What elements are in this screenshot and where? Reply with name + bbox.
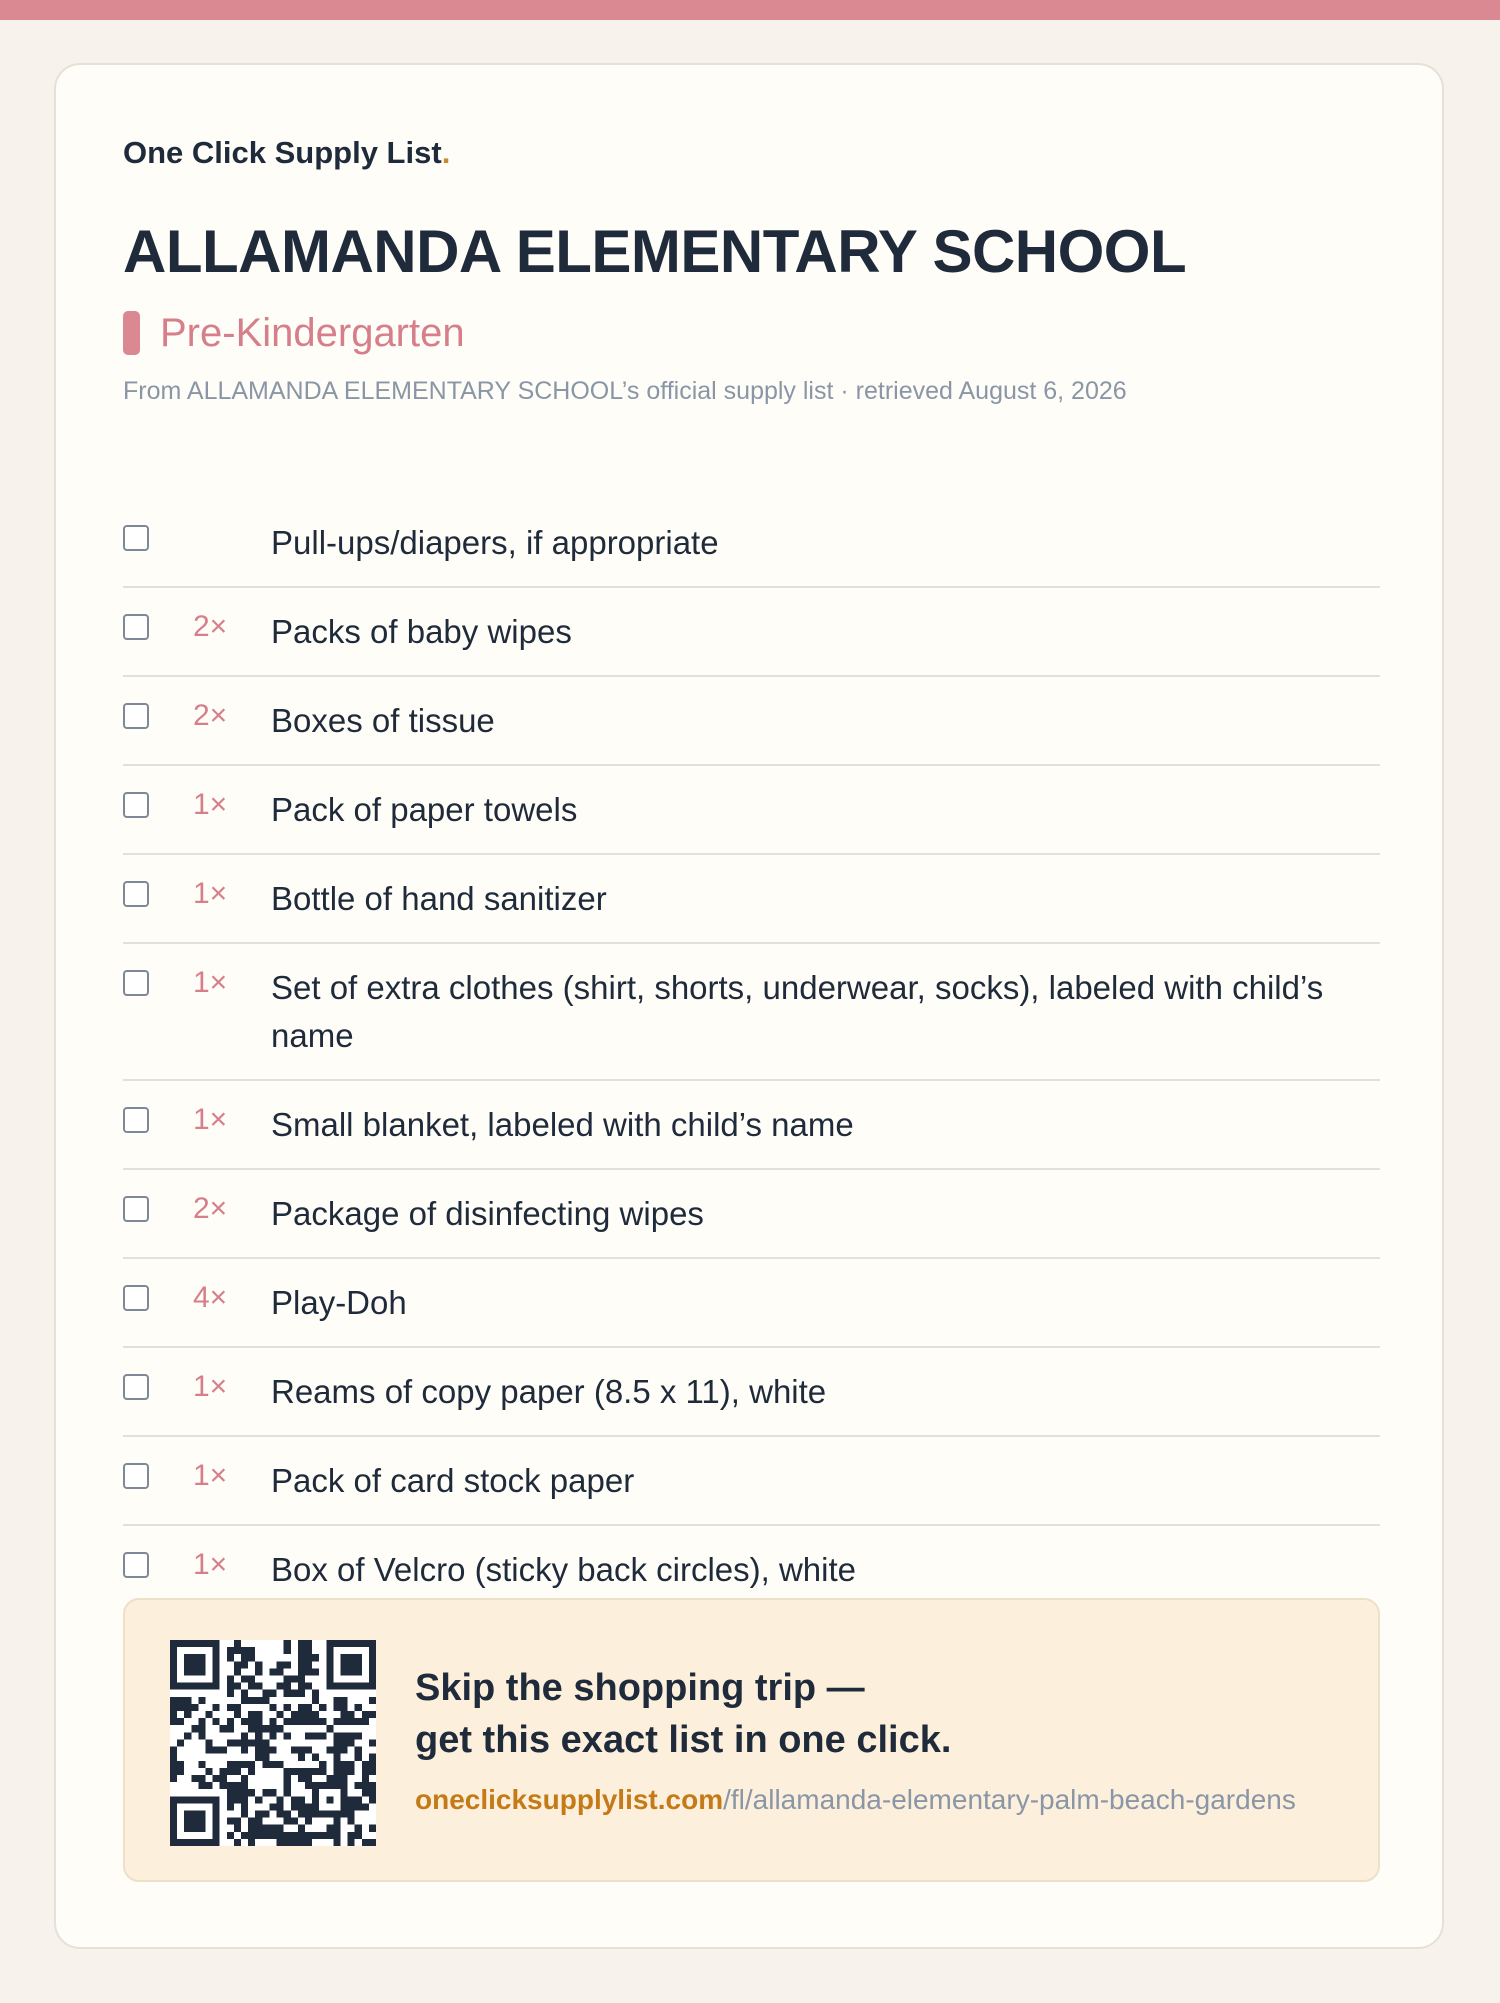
item-name: Boxes of tissue [271,702,495,739]
item-quantity: 1× [193,966,228,999]
cta-panel [123,1598,1380,1882]
item-checkbox[interactable] [123,703,149,729]
supply-items-list [123,499,1380,1615]
list-item [123,766,1380,855]
item-quantity: 1× [193,1103,228,1136]
item-checkbox[interactable] [123,970,149,996]
cta-link[interactable] [415,1784,1296,1816]
top-accent-bar [0,0,1500,20]
item-name: Reams of copy paper (8.5 x 11), white [271,1373,827,1410]
item-name: Packs of baby wipes [271,613,572,650]
list-item [123,1259,1380,1348]
item-name: Play-Doh [271,1284,407,1321]
qr-code-icon[interactable] [170,1640,376,1846]
item-checkbox[interactable] [123,1463,149,1489]
item-name: Pack of card stock paper [271,1462,635,1499]
item-checkbox[interactable] [123,881,149,907]
item-name: Small blanket, labeled with child’s name [271,1106,854,1143]
item-checkbox[interactable] [123,1552,149,1578]
cta-line-1: Skip the shopping trip — [415,1667,865,1709]
item-checkbox[interactable] [123,1285,149,1311]
cta-headline [415,1662,951,1766]
cta-line-2: get this exact list in one click. [415,1719,952,1761]
cta-link-domain: oneclicksupplylist.com [415,1784,724,1815]
item-quantity: 4× [193,1281,228,1314]
item-checkbox[interactable] [123,1196,149,1222]
list-item [123,1081,1380,1170]
item-quantity: 1× [193,1370,228,1403]
item-name: Pull-ups/diapers, if appropriate [271,524,719,561]
item-quantity: 1× [193,788,228,821]
item-quantity: 2× [193,1192,228,1225]
list-item [123,1437,1380,1526]
cta-link-path: /fl/allamanda-elementary-palm-beach-gardens [723,1784,1296,1815]
list-item [123,1170,1380,1259]
grade-heading [123,310,465,356]
item-quantity: 1× [193,1548,228,1581]
item-name: Package of disinfecting wipes [271,1195,704,1232]
item-quantity: 1× [193,877,228,910]
item-name: Bottle of hand sanitizer [271,880,607,917]
item-quantity: 1× [193,1459,228,1492]
item-checkbox[interactable] [123,792,149,818]
item-name: Box of Velcro (sticky back circles), white [271,1551,857,1588]
item-checkbox[interactable] [123,1107,149,1133]
item-name: Pack of paper towels [271,791,578,828]
supply-list-card [54,63,1444,1949]
item-checkbox[interactable] [123,1374,149,1400]
list-item [123,944,1380,1081]
item-quantity: 2× [193,610,228,643]
brand-dot: . [441,135,451,170]
source-note: From ALLAMANDA ELEMENTARY SCHOOL’s official supply list · retrieved August 6, 2026 [123,377,1127,405]
item-name: Set of extra clothes (shirt, shorts, underwear, socks), labeled with child’s name [271,969,1324,1054]
item-quantity: 2× [193,699,228,732]
grade-accent-bar [123,311,140,355]
list-item [123,1348,1380,1437]
list-item [123,499,1380,588]
item-checkbox[interactable] [123,614,149,640]
school-title: ALLAMANDA ELEMENTARY SCHOOL [123,218,1187,285]
brand-logo[interactable] [123,135,450,171]
brand-name: One Click Supply List [123,135,442,170]
list-item [123,588,1380,677]
item-checkbox[interactable] [123,525,149,551]
grade-label: Pre-Kindergarten [160,310,465,355]
list-item [123,855,1380,944]
list-item [123,677,1380,766]
